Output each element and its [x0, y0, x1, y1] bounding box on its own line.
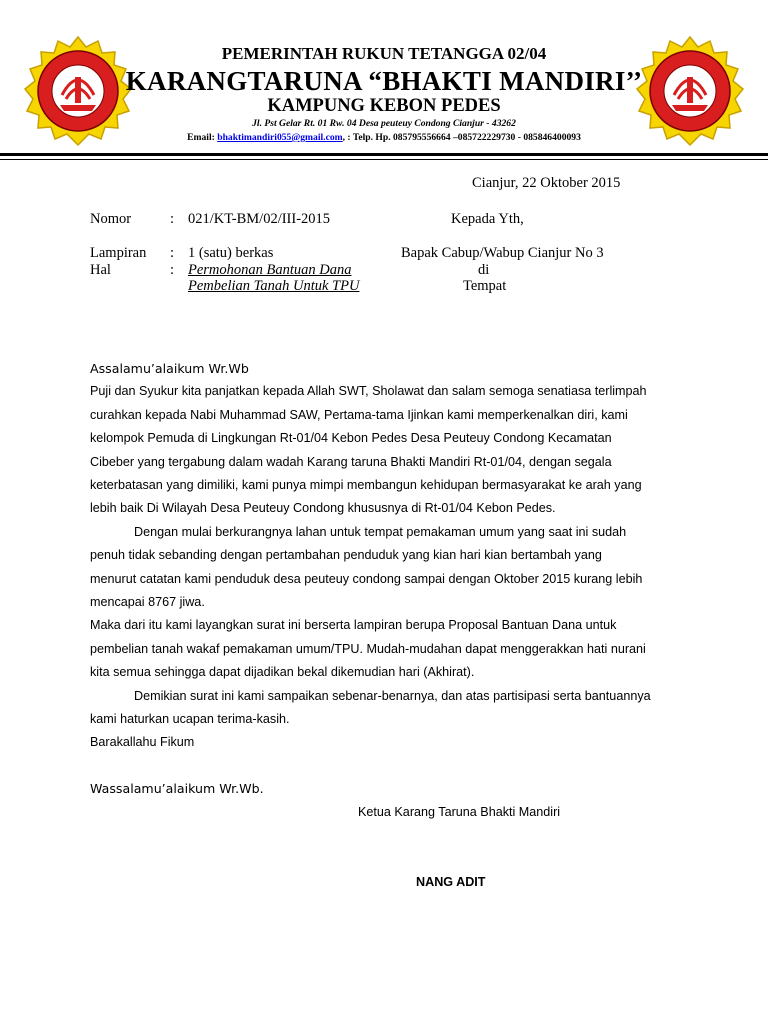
- recipient-place: Tempat: [463, 278, 507, 294]
- letterhead-line-3: KAMPUNG KEBON PEDES: [267, 96, 501, 116]
- body-line: kami haturkan ucapan terima-kasih.: [90, 712, 290, 726]
- lampiran-separator: :: [170, 245, 175, 261]
- body-line: kelompok Pemuda di Lingkungan Rt-01/04 Kebon Pedes Desa Peuteuy Condong Kecamatan: [90, 431, 612, 445]
- email-link[interactable]: bhaktimandiri055@gmail.com: [217, 132, 343, 143]
- header-rule-thick: [0, 153, 768, 156]
- body-line: pembelian tanah wakaf pemakaman umum/TPU. Mudah-mudahan dapat menggerakkan hati nurani: [90, 642, 646, 656]
- lampiran-value: 1 (satu) berkas: [188, 245, 274, 261]
- body-line: Cibeber yang tergabung dalam wadah Karang taruna Bhakti Mandiri Rt-01/04, dengan segala: [90, 455, 612, 469]
- letterhead-organization-name: KARANGTARUNA “BHAKTI MANDIRI’’: [125, 66, 643, 96]
- lampiran-label: Lampiran: [90, 245, 147, 261]
- hal-subject-line-1: Permohonan Bantuan Dana: [188, 262, 352, 278]
- email-label: Email:: [187, 132, 218, 143]
- recipient-name: Bapak Cabup/Wabup Cianjur No 3: [401, 245, 604, 261]
- recipient-greeting: Kepada Yth,: [451, 211, 524, 227]
- body-line: Barakallahu Fikum: [90, 735, 195, 749]
- body-line: curahkan kepada Nabi Muhammad SAW, Pertama-tama Ijinkan kami memperkenalkan diri, kami: [90, 408, 628, 422]
- signature-title: Ketua Karang Taruna Bhakti Mandiri: [358, 805, 561, 819]
- nomor-separator: :: [170, 211, 175, 227]
- letter-date: Cianjur, 22 Oktober 2015: [472, 175, 621, 191]
- nomor-value: 021/KT-BM/02/III-2015: [188, 211, 331, 227]
- body-line: Maka dari itu kami layangkan surat ini berserta lampiran berupa Proposal Bantuan Dana untuk: [90, 618, 617, 632]
- body-line: keterbatasan yang dimiliki, kami punya mimpi membangun kehidupan bermasyarakat ke arah yang: [90, 478, 642, 492]
- hal-subject-line-2: Pembelian Tanah Untuk TPU: [188, 278, 360, 294]
- body-line: Puji dan Syukur kita panjatkan kepada Allah SWT, Sholawat dan salam semoga senatiasa terlimpah: [90, 384, 647, 398]
- nomor-label: Nomor: [90, 211, 132, 227]
- opening-greeting: Assalamu’alaikum Wr.Wb: [90, 361, 249, 376]
- letterhead-line-1: PEMERINTAH RUKUN TETANGGA 02/04: [221, 44, 547, 63]
- signature-name: NANG ADIT: [416, 875, 486, 889]
- letterhead-contact: [0, 132, 768, 143]
- body-line: Dengan mulai berkurangnya lahan untuk tempat pemakaman umum yang saat ini sudah: [134, 525, 627, 539]
- body-line: lebih baik Di Wilayah Desa Peuteuy Condong khususnya di Rt-01/04 Kebon Pedes.: [90, 501, 556, 515]
- hal-separator: :: [170, 262, 175, 278]
- body-line: mencapai 8767 jiwa.: [90, 595, 205, 609]
- phone-numbers: , : Telp. Hp. 085795556664 –085722229730 - 085846400093: [342, 132, 581, 143]
- recipient-di: di: [478, 262, 490, 278]
- body-line: kita semua sehingga dapat dijadikan bekal dikemudian hari (Akhirat).: [90, 665, 475, 679]
- body-line: menurut catatan kami penduduk desa peuteuy condong sampai dengan Oktober 2015 kurang lebih: [90, 572, 643, 586]
- hal-label: Hal: [90, 262, 111, 278]
- body-line: penuh tidak sebanding dengan pertambahan penduduk yang kian hari kian bertambah yang: [90, 548, 602, 562]
- body-line: Demikian surat ini kami sampaikan sebenar-benarnya, dan atas partisipasi serta bantuannya: [134, 689, 651, 703]
- closing-greeting: Wassalamu’alaikum Wr.Wb.: [90, 781, 264, 796]
- header-rule-thin: [0, 159, 768, 160]
- letterhead-address: Jl. Pst Gelar Rt. 01 Rw. 04 Desa peuteuy Condong Cianjur - 43262: [252, 118, 516, 129]
